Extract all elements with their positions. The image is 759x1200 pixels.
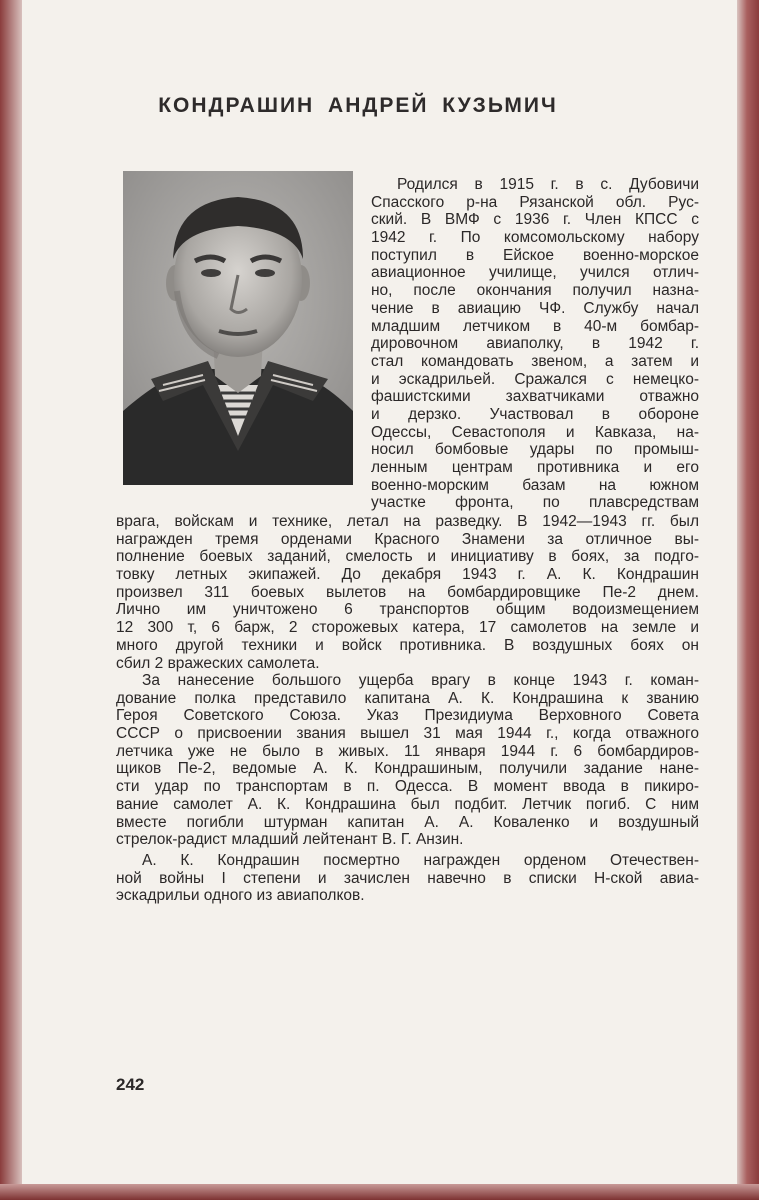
text-line: военно-морским базам на южном xyxy=(371,476,699,494)
text-line: сбил 2 вражеских самолета. xyxy=(116,654,320,672)
text-line: участке фронта, по плавсредствам xyxy=(371,494,699,512)
text-line: ленным центрам противника и его xyxy=(371,459,699,476)
text-line: авиационное училище, учился отлич- xyxy=(371,264,699,282)
page-edge-bottom xyxy=(0,1184,759,1200)
text-line: Героя Советского Союза. Указ Президиума Верховного Совета xyxy=(116,707,699,725)
text-line: вание самолет А. К. Кондрашина был подбит. Летчик погиб. С ним xyxy=(116,795,699,813)
text-line: Родился в 1915 г. в с. Дубовичи xyxy=(397,176,699,193)
text-line: но, после окончания получил назна- xyxy=(371,282,699,300)
text-line: много другой техники и войск противника. В воздушных боях он xyxy=(116,636,699,654)
text-line: ский. В ВМФ с 1936 г. Член КПСС с xyxy=(371,211,699,229)
page-edge-right xyxy=(737,0,759,1200)
text-line: 1942 г. По комсомольскому набору xyxy=(371,229,699,247)
text-line: Одессы, Севастополя и Кавказа, на- xyxy=(371,423,699,441)
text-line: А. К. Кондрашин посмертно награжден орденом Отечествен- xyxy=(142,852,699,869)
page-title: КОНДРАШИН АНДРЕЙ КУЗЬМИЧ xyxy=(158,94,558,117)
biography-paragraph-1-continued xyxy=(116,513,699,672)
text-line: и эскадрильей. Сражался с немецко- xyxy=(371,370,699,388)
text-line: товку летных экипажей. До декабря 1943 г. А. К. Кондрашин xyxy=(116,566,699,584)
text-line: вместе погибли штурман капитан А. А. Коваленко и воздушный xyxy=(116,813,699,831)
text-line: носил бомбовые удары по промыш- xyxy=(371,441,699,459)
biography-paragraph-2 xyxy=(116,672,699,849)
text-line: щиков Пе-2, ведомые А. К. Кондрашиным, получили задание нане- xyxy=(116,760,699,778)
text-line: дировочном авиаполку, в 1942 г. xyxy=(371,335,699,353)
text-line: За нанесение большого ущерба врагу в конце 1943 г. коман- xyxy=(142,672,699,689)
text-line: полнение боевых заданий, смелость и инициативу в боях, за подго- xyxy=(116,548,699,566)
text-line: и дерзко. Участвовал в обороне xyxy=(371,405,699,423)
text-line: Лично им уничтожено 6 транспортов общим водоизмещением xyxy=(116,601,699,619)
text-line: стрелок-радист младший лейтенант В. Г. Анзин. xyxy=(116,831,464,849)
text-line: поступил в Ейское военно-морское xyxy=(371,246,699,264)
book-spine-edge xyxy=(0,0,22,1200)
text-line: сти удар по транспортам в п. Одесса. В момент ввода в пикиро- xyxy=(116,778,699,796)
text-line: Спасского р-на Рязанской обл. Рус- xyxy=(371,193,699,211)
text-line: 12 300 т, 6 барж, 2 сторожевых катера, 17 самолетов на земле и xyxy=(116,619,699,637)
text-line: ной войны I степени и зачислен навечно в списки Н-ской авиа- xyxy=(116,869,699,887)
text-line: летчика уже не было в живых. 11 января 1944 г. 6 бомбардиров- xyxy=(116,742,699,760)
text-line: чение в авиацию ЧФ. Службу начал xyxy=(371,299,699,317)
text-line: дование полка представило капитана А. К. Кондрашина к званию xyxy=(116,689,699,707)
biography-paragraph-1-column xyxy=(371,176,699,512)
text-line: награжден тремя орденами Красного Знамени за отличное вы- xyxy=(116,530,699,548)
text-line: СССР о присвоении звания вышел 31 мая 1944 г., когда отважного xyxy=(116,725,699,743)
text-line: врага, войскам и технике, летал на разведку. В 1942—1943 гг. был xyxy=(116,513,699,530)
text-line: эскадрильи одного из авиаполков. xyxy=(116,887,365,905)
text-line: произвел 311 боевых вылетов на бомбардировщике Пе-2 днем. xyxy=(116,583,699,601)
text-line: стал командовать звеном, а затем и xyxy=(371,352,699,370)
portrait-photo xyxy=(123,171,353,485)
text-line: фашистскими захватчиками отважно xyxy=(371,388,699,406)
biography-paragraph-3 xyxy=(116,852,699,905)
text-line: младшим летчиком в 40-м бомбар- xyxy=(371,317,699,335)
page-number: 242 xyxy=(116,1075,145,1094)
